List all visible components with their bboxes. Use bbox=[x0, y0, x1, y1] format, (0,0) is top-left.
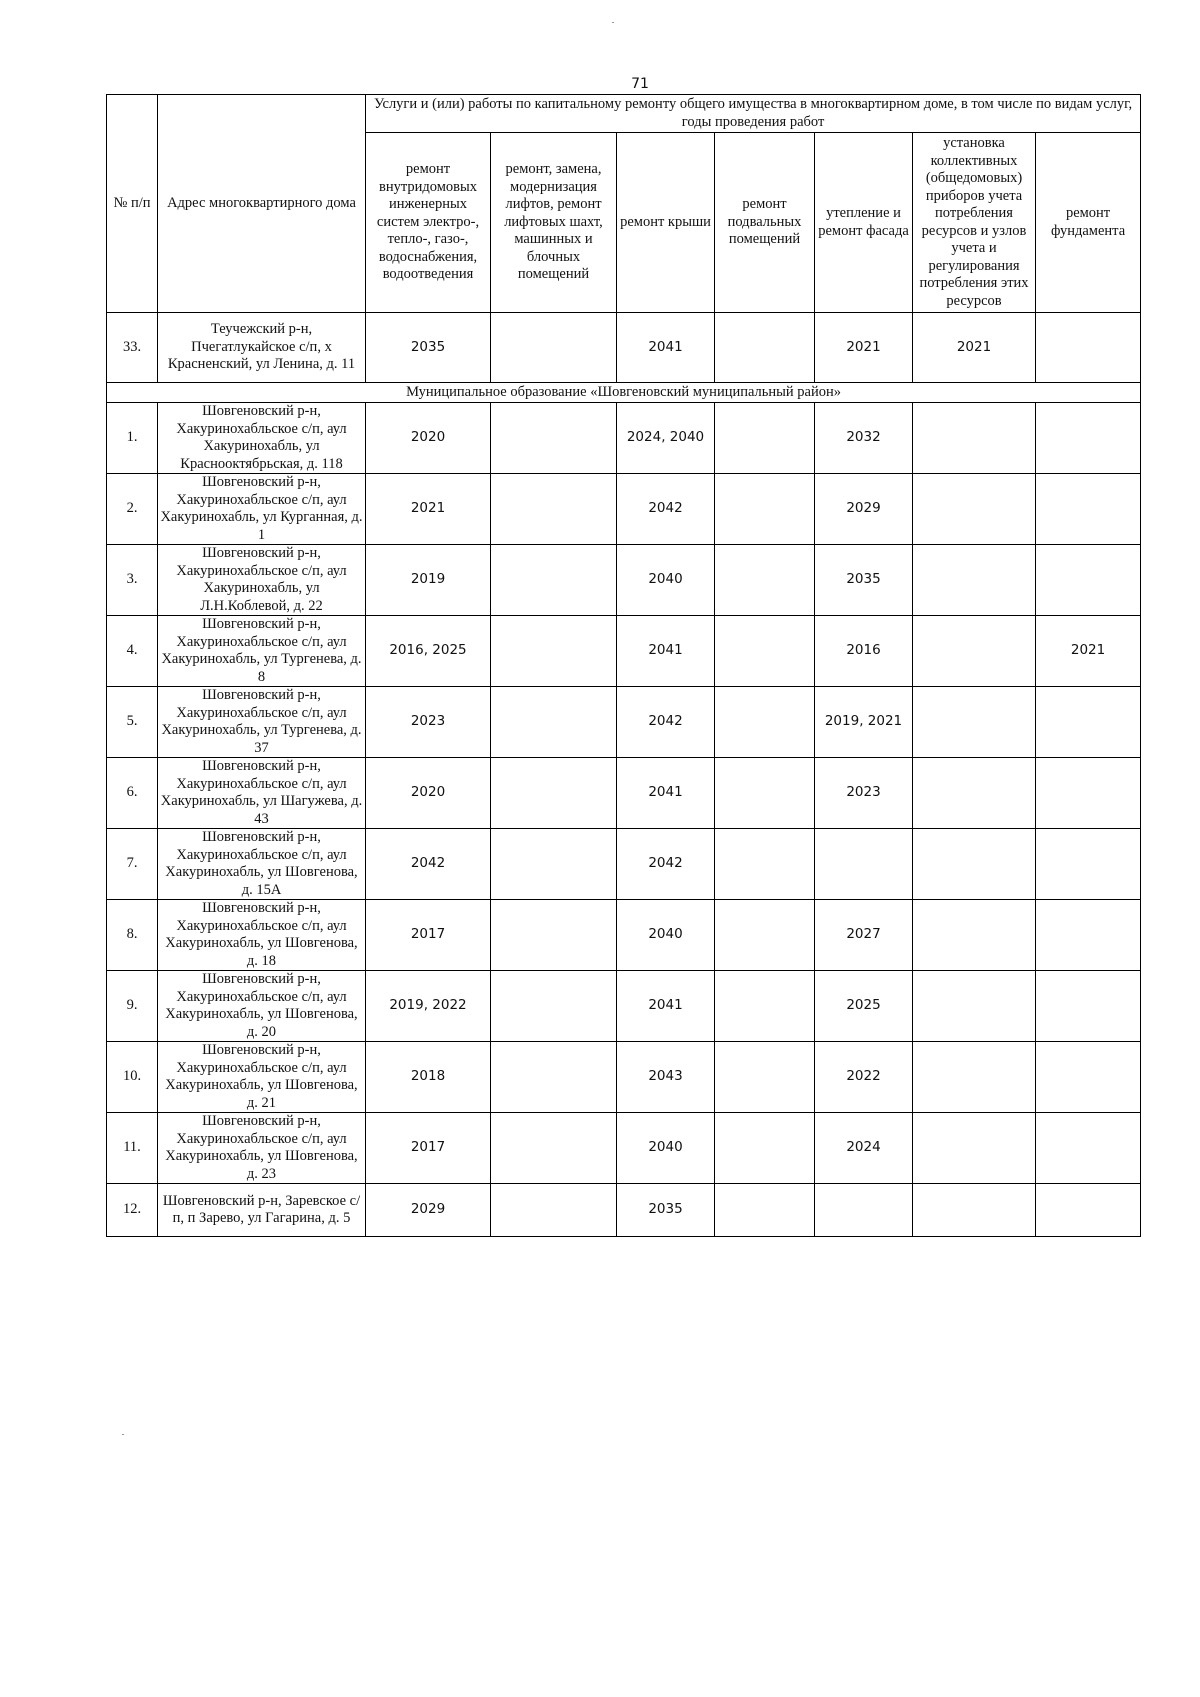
row-address: Шовгеновский р-н, Хакуринохабльское с/п, аул Хакуринохабль, ул Тургенева, д. 8 bbox=[158, 616, 366, 687]
row-number: 7. bbox=[107, 829, 158, 900]
row-number: 9. bbox=[107, 971, 158, 1042]
cell-facade: 2025 bbox=[815, 971, 913, 1042]
scan-speck bbox=[612, 22, 614, 23]
cell-meters bbox=[913, 474, 1036, 545]
table-row bbox=[107, 687, 1141, 758]
cell-foundation bbox=[1036, 687, 1141, 758]
table-row bbox=[107, 403, 1141, 474]
col-header-basement: ремонт подвальных помещений bbox=[715, 133, 815, 313]
col-header-engineering: ремонт внутридомовых инженерных систем электро-, тепло-, газо-, водоснабжения, водоотведения bbox=[366, 133, 491, 313]
cell-foundation: 2021 bbox=[1036, 616, 1141, 687]
row-address: Теучежский р-н, Пчегатлукайское с/п, х Красненский, ул Ленина, д. 11 bbox=[158, 313, 366, 383]
cell-facade: 2022 bbox=[815, 1042, 913, 1113]
cell-facade: 2032 bbox=[815, 403, 913, 474]
row-number: 8. bbox=[107, 900, 158, 971]
cell-roof: 2040 bbox=[617, 900, 715, 971]
cell-roof: 2042 bbox=[617, 687, 715, 758]
table-row bbox=[107, 616, 1141, 687]
table-row bbox=[107, 313, 1141, 383]
row-number: 4. bbox=[107, 616, 158, 687]
row-address: Шовгеновский р-н, Хакуринохабльское с/п, аул Хакуринохабль, ул Л.Н.Коблевой, д. 22 bbox=[158, 545, 366, 616]
cell-foundation bbox=[1036, 1042, 1141, 1113]
cell-basement bbox=[715, 971, 815, 1042]
col-header-roof: ремонт крыши bbox=[617, 133, 715, 313]
cell-elevators bbox=[491, 545, 617, 616]
row-number: 5. bbox=[107, 687, 158, 758]
row-address: Шовгеновский р-н, Хакуринохабльское с/п, аул Хакуринохабль, ул Тургенева, д. 37 bbox=[158, 687, 366, 758]
cell-engineering: 2018 bbox=[366, 1042, 491, 1113]
cell-elevators bbox=[491, 474, 617, 545]
cell-engineering: 2023 bbox=[366, 687, 491, 758]
table-row bbox=[107, 474, 1141, 545]
page-number: 71 bbox=[631, 76, 649, 92]
cell-meters bbox=[913, 403, 1036, 474]
row-address: Шовгеновский р-н, Хакуринохабльское с/п, аул Хакуринохабль, ул Шовгенова, д. 18 bbox=[158, 900, 366, 971]
cell-elevators bbox=[491, 758, 617, 829]
cell-roof: 2040 bbox=[617, 1113, 715, 1184]
header-row bbox=[107, 95, 1141, 133]
row-address: Шовгеновский р-н, Хакуринохабльское с/п, аул Хакуринохабль, ул Краснооктябрьская, д. 118 bbox=[158, 403, 366, 474]
cell-meters bbox=[913, 1042, 1036, 1113]
cell-basement bbox=[715, 1113, 815, 1184]
cell-roof: 2042 bbox=[617, 474, 715, 545]
cell-foundation bbox=[1036, 403, 1141, 474]
row-address: Шовгеновский р-н, Хакуринохабльское с/п, аул Хакуринохабль, ул Шовгенова, д. 15А bbox=[158, 829, 366, 900]
cell-roof: 2041 bbox=[617, 616, 715, 687]
header-num: № п/п bbox=[107, 95, 158, 313]
cell-roof: 2035 bbox=[617, 1184, 715, 1237]
cell-facade: 2035 bbox=[815, 545, 913, 616]
cell-facade: 2019, 2021 bbox=[815, 687, 913, 758]
cell-facade: 2029 bbox=[815, 474, 913, 545]
row-number: 1. bbox=[107, 403, 158, 474]
cell-basement bbox=[715, 313, 815, 383]
cell-facade: 2024 bbox=[815, 1113, 913, 1184]
cell-elevators bbox=[491, 403, 617, 474]
cell-meters bbox=[913, 971, 1036, 1042]
cell-engineering: 2029 bbox=[366, 1184, 491, 1237]
cell-basement bbox=[715, 900, 815, 971]
cell-foundation bbox=[1036, 758, 1141, 829]
cell-elevators bbox=[491, 1184, 617, 1237]
cell-elevators bbox=[491, 687, 617, 758]
header-address: Адрес многоквартирного дома bbox=[158, 95, 366, 313]
cell-engineering: 2020 bbox=[366, 403, 491, 474]
cell-basement bbox=[715, 474, 815, 545]
cell-foundation bbox=[1036, 474, 1141, 545]
cell-engineering: 2019, 2022 bbox=[366, 971, 491, 1042]
table-row bbox=[107, 758, 1141, 829]
col-header-foundation: ремонт фундамента bbox=[1036, 133, 1141, 313]
cell-elevators bbox=[491, 1113, 617, 1184]
cell-basement bbox=[715, 687, 815, 758]
cell-engineering: 2017 bbox=[366, 1113, 491, 1184]
cell-engineering: 2016, 2025 bbox=[366, 616, 491, 687]
row-number: 6. bbox=[107, 758, 158, 829]
cell-basement bbox=[715, 758, 815, 829]
cell-elevators bbox=[491, 313, 617, 383]
row-number: 33. bbox=[107, 313, 158, 383]
cell-engineering: 2035 bbox=[366, 313, 491, 383]
cell-meters bbox=[913, 900, 1036, 971]
table-row bbox=[107, 829, 1141, 900]
table-row bbox=[107, 1184, 1141, 1237]
table-row bbox=[107, 545, 1141, 616]
cell-facade: 2021 bbox=[815, 313, 913, 383]
row-address: Шовгеновский р-н, Хакуринохабльское с/п, аул Хакуринохабль, ул Шовгенова, д. 21 bbox=[158, 1042, 366, 1113]
cell-roof: 2042 bbox=[617, 829, 715, 900]
row-address: Шовгеновский р-н, Хакуринохабльское с/п, аул Хакуринохабль, ул Курганная, д. 1 bbox=[158, 474, 366, 545]
cell-elevators bbox=[491, 829, 617, 900]
row-number: 12. bbox=[107, 1184, 158, 1237]
cell-facade: 2023 bbox=[815, 758, 913, 829]
cell-meters bbox=[913, 687, 1036, 758]
cell-foundation bbox=[1036, 313, 1141, 383]
cell-roof: 2041 bbox=[617, 758, 715, 829]
cell-engineering: 2021 bbox=[366, 474, 491, 545]
data-rows bbox=[107, 403, 1141, 1237]
row-number: 3. bbox=[107, 545, 158, 616]
cell-elevators bbox=[491, 971, 617, 1042]
cell-facade bbox=[815, 829, 913, 900]
cell-facade bbox=[815, 1184, 913, 1237]
cell-facade: 2016 bbox=[815, 616, 913, 687]
section-row bbox=[107, 383, 1141, 403]
cell-elevators bbox=[491, 1042, 617, 1113]
cell-foundation bbox=[1036, 1113, 1141, 1184]
scan-speck bbox=[122, 1434, 124, 1435]
cell-roof: 2041 bbox=[617, 313, 715, 383]
cell-elevators bbox=[491, 616, 617, 687]
cell-meters bbox=[913, 616, 1036, 687]
cell-roof: 2024, 2040 bbox=[617, 403, 715, 474]
cell-meters bbox=[913, 545, 1036, 616]
section-title: Муниципальное образование «Шовгеновский муниципальный район» bbox=[107, 383, 1141, 403]
table-row bbox=[107, 1113, 1141, 1184]
cell-meters bbox=[913, 758, 1036, 829]
cell-basement bbox=[715, 829, 815, 900]
cell-roof: 2040 bbox=[617, 545, 715, 616]
col-header-elevators: ремонт, замена, модернизация лифтов, ремонт лифтовых шахт, машинных и блочных помещений bbox=[491, 133, 617, 313]
cell-basement bbox=[715, 616, 815, 687]
cell-roof: 2043 bbox=[617, 1042, 715, 1113]
cell-meters: 2021 bbox=[913, 313, 1036, 383]
capital-repair-table bbox=[106, 94, 1141, 1237]
cell-basement bbox=[715, 545, 815, 616]
cell-foundation bbox=[1036, 971, 1141, 1042]
cell-engineering: 2020 bbox=[366, 758, 491, 829]
cell-basement bbox=[715, 403, 815, 474]
row-address: Шовгеновский р-н, Заревское с/п, п Зарево, ул Гагарина, д. 5 bbox=[158, 1184, 366, 1237]
cell-engineering: 2019 bbox=[366, 545, 491, 616]
row-address: Шовгеновский р-н, Хакуринохабльское с/п, аул Хакуринохабль, ул Шагужева, д. 43 bbox=[158, 758, 366, 829]
table-row bbox=[107, 971, 1141, 1042]
table-row bbox=[107, 1042, 1141, 1113]
cell-basement bbox=[715, 1042, 815, 1113]
cell-meters bbox=[913, 1113, 1036, 1184]
col-header-facade: утепление и ремонт фасада bbox=[815, 133, 913, 313]
row-number: 11. bbox=[107, 1113, 158, 1184]
row-number: 2. bbox=[107, 474, 158, 545]
cell-facade: 2027 bbox=[815, 900, 913, 971]
cell-engineering: 2042 bbox=[366, 829, 491, 900]
cell-roof: 2041 bbox=[617, 971, 715, 1042]
cell-foundation bbox=[1036, 900, 1141, 971]
cell-foundation bbox=[1036, 1184, 1141, 1237]
cell-foundation bbox=[1036, 545, 1141, 616]
cell-engineering: 2017 bbox=[366, 900, 491, 971]
row-number: 10. bbox=[107, 1042, 158, 1113]
header-services: Услуги и (или) работы по капитальному ремонту общего имущества в многоквартирном доме, в том числе по видам услуг, годы проведения работ bbox=[366, 95, 1141, 133]
table-row bbox=[107, 900, 1141, 971]
cell-foundation bbox=[1036, 829, 1141, 900]
col-header-meters: установка коллективных (общедомовых) приборов учета потребления ресурсов и узлов учета и регулирования потребления этих ресурсов bbox=[913, 133, 1036, 313]
cell-meters bbox=[913, 1184, 1036, 1237]
cell-elevators bbox=[491, 900, 617, 971]
cell-meters bbox=[913, 829, 1036, 900]
row-address: Шовгеновский р-н, Хакуринохабльское с/п, аул Хакуринохабль, ул Шовгенова, д. 20 bbox=[158, 971, 366, 1042]
cell-basement bbox=[715, 1184, 815, 1237]
row-address: Шовгеновский р-н, Хакуринохабльское с/п, аул Хакуринохабль, ул Шовгенова, д. 23 bbox=[158, 1113, 366, 1184]
